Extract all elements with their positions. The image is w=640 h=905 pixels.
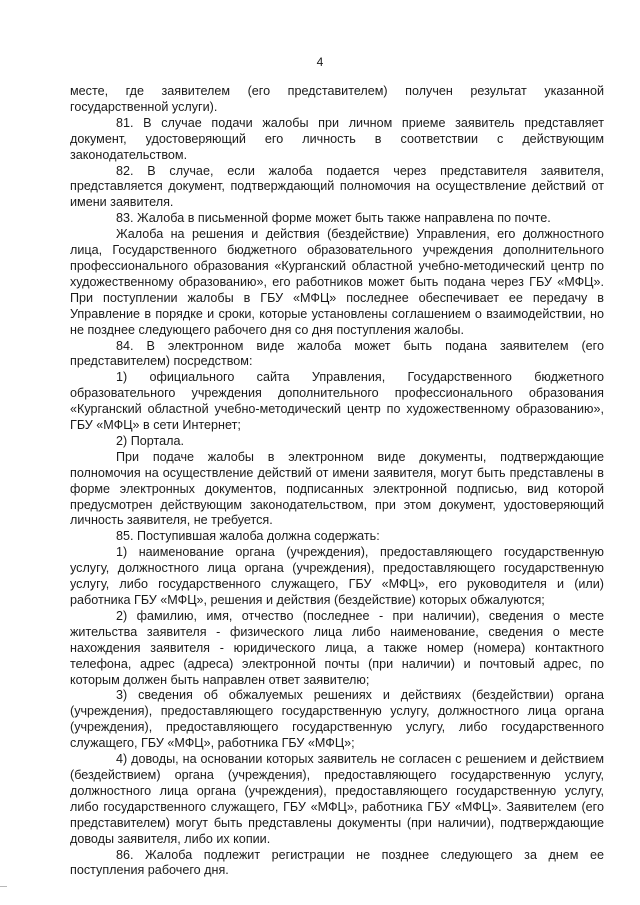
paragraph: 84. В электронном виде жалоба может быть подана заявителем (его представителем) посредством: bbox=[70, 338, 604, 369]
paragraph: Жалоба на решения и действия (бездействие) Управления, его должностного лица, Государственного бюджетного образовательного учреждения дополнительного профессионального образования «Курганский областной учебно-методический центр по художественному образованию», его работников может быть подана через ГБУ «МФЦ». При поступлении жалобы в ГБУ «МФЦ» последнее обеспечивает ее передачу в Управление в порядке и сроки, которые установлены соглашением о взаимодействии, но не позднее следующего рабочего дня со дня поступления жалобы. bbox=[70, 227, 604, 337]
paragraph: 1) наименование органа (учреждения), предоставляющего государственную услугу, должностного лица органа (учреждения), предоставляющего государственную услугу, либо государственного служащего, ГБУ «МФЦ», его руководителя и (или) работника ГБУ «МФЦ», решения и действия (бездействие) которых обжалуются; bbox=[70, 545, 604, 607]
paragraph: месте, где заявителем (его представителем) получен результат указанной государственной услуги). bbox=[70, 84, 604, 114]
paragraph: При подаче жалобы в электронном виде документы, подтверждающие полномочия на осуществление действий от имени заявителя, могут быть представлены в форме электронных документов, подписанных электронной подписью, вид которой предусмотрен действующим законодательством, при этом документ, удостоверяющий личность заявителя, не требуется. bbox=[70, 449, 604, 528]
page-number: 4 bbox=[316, 55, 324, 69]
paragraph: 2) Портала. bbox=[116, 433, 184, 448]
margin-mark bbox=[0, 886, 7, 887]
paragraph: 2) фамилию, имя, отчество (последнее - при наличии), сведения о месте жительства заявителя - физического лица либо наименование, сведения о месте нахождения заявителя - юридического лица, а также номер (номера) контактного телефона, адрес (адреса) электронной почты (при наличии) и почтовый адрес, по которым должен быть направлен ответ заявителю; bbox=[70, 608, 604, 687]
document-body bbox=[70, 84, 604, 879]
paragraph: 4) доводы, на основании которых заявитель не согласен с решением и действием (бездействием) органа (учреждения), предоставляющего государственную услугу, должностного лица органа (учреждения), предоставляющего государственную услугу, либо государственного служащего, ГБУ «МФЦ», работника ГБУ «МФЦ». Заявителем (его представителем) могут быть представлены документы (при наличии), подтверждающие доводы заявителя, либо их копии. bbox=[70, 752, 604, 846]
paragraph: 86. Жалоба подлежит регистрации не позднее следующего за днем ее поступления рабочего дня. bbox=[70, 847, 604, 878]
paragraph: 1) официального сайта Управления, Государственного бюджетного образовательного учреждения дополнительного профессионального образования «Курганский областной учебно-методический центр по художественному образованию», ГБУ «МФЦ» в сети Интернет; bbox=[70, 370, 604, 433]
paragraph: 82. В случае, если жалоба подается через представителя заявителя, представляется документ, подтверждающий полномочия на осуществление действий от имени заявителя. bbox=[70, 163, 604, 210]
paragraph: 3) сведения об обжалуемых решениях и действиях (бездействии) органа (учреждения), предоставляющего государственную услугу, должностного лица органа (учреждения), предоставляющего государственную услугу, либо государственного служащего, ГБУ «МФЦ», работника ГБУ «МФЦ»; bbox=[70, 688, 604, 751]
paragraph: 83. Жалоба в письменной форме может быть также направлена по почте. bbox=[116, 211, 551, 226]
paragraph: 85. Поступившая жалоба должна содержать: bbox=[116, 529, 380, 544]
paragraph: 81. В случае подачи жалобы при личном приеме заявитель представляет документ, удостоверяющий его личность в соответствии с действующим законодательством. bbox=[70, 115, 604, 162]
